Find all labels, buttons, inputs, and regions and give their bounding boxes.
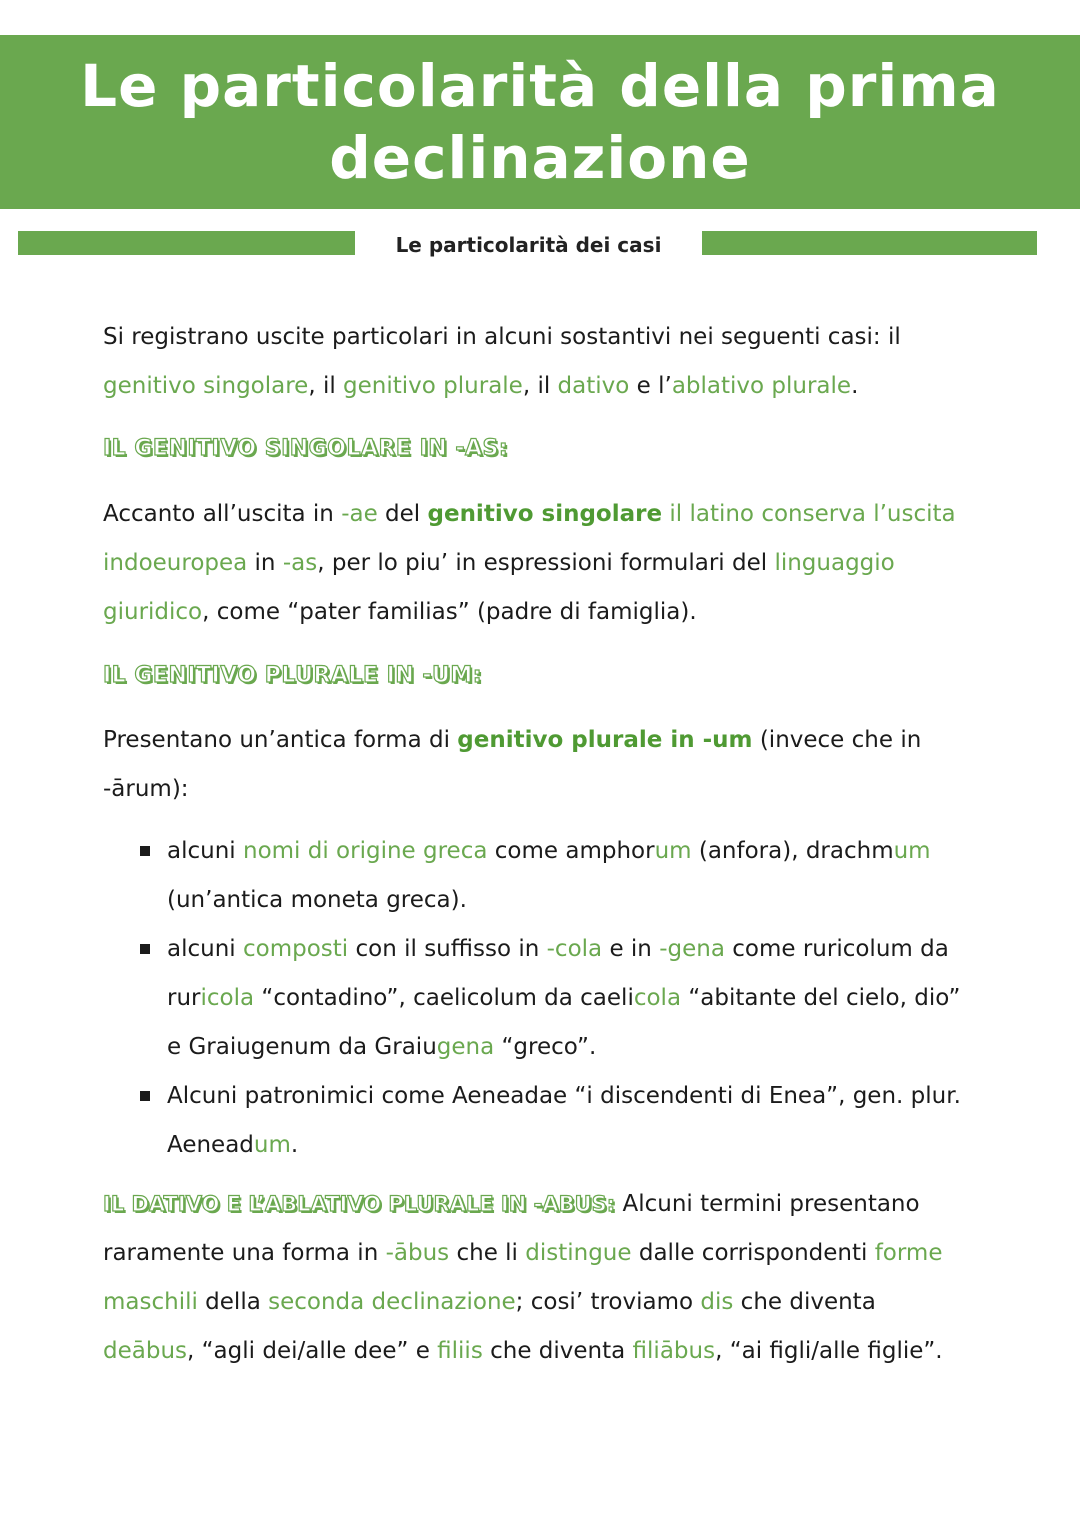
highlight: dativo xyxy=(557,373,630,399)
section-heading: IL DATIVO E L’ABLATIVO PLURALE IN -ABUS: xyxy=(103,1192,616,1216)
gen-plur-list xyxy=(103,827,973,1170)
highlight: forme maschili xyxy=(103,1240,943,1315)
highlight: -ae xyxy=(341,501,378,527)
text: alcuni xyxy=(167,838,243,864)
page-title-line1: Le particolarità della prima xyxy=(80,52,1000,120)
bullet-icon xyxy=(140,846,150,856)
highlight: seconda declinazione xyxy=(268,1289,516,1315)
section-gen-sing-paragraph xyxy=(103,490,973,637)
highlight: -cola xyxy=(546,936,603,962)
text: Alcuni patronimici come Aeneadae “i discendenti di Enea”, gen. plur. Aenead xyxy=(167,1083,961,1158)
highlight: nomi di origine greca xyxy=(243,838,488,864)
text: . xyxy=(851,373,859,399)
text: , il xyxy=(522,373,558,399)
highlight: icola xyxy=(200,985,255,1011)
highlight: ablativo plurale xyxy=(671,373,852,399)
text: “abitante del cielo, dio” e Graiugenum da Graiu xyxy=(167,985,961,1060)
text: alcuni xyxy=(167,936,243,962)
highlight: um xyxy=(253,1132,291,1158)
list-item xyxy=(103,925,973,1072)
text: (un’antica moneta greca). xyxy=(167,887,467,913)
text: . xyxy=(290,1132,299,1158)
text: Presentano un’antica forma di xyxy=(103,727,458,753)
text: “greco”. xyxy=(494,1034,597,1060)
text: ; cosi’ troviamo xyxy=(515,1289,701,1315)
text: con il suffisso in xyxy=(348,936,547,962)
highlight: gena xyxy=(436,1034,495,1060)
highlight: il latino conserva l’uscita indoeuropea xyxy=(103,501,956,576)
highlight: um xyxy=(893,838,931,864)
text: del xyxy=(377,501,428,527)
highlight: filiis xyxy=(437,1338,483,1364)
text: che li xyxy=(449,1240,526,1266)
highlight: linguaggio giuridico xyxy=(103,550,895,625)
highlight: -as xyxy=(282,550,318,576)
highlight: genitivo plurale xyxy=(343,373,523,399)
intro-paragraph xyxy=(103,313,973,411)
section-gen-sing-heading xyxy=(103,424,973,473)
text: , “ai figli/alle figlie”. xyxy=(715,1338,943,1364)
text: (anfora), drachm xyxy=(691,838,894,864)
highlight: distingue xyxy=(525,1240,632,1266)
bullet-icon xyxy=(140,1091,150,1101)
text: (invece che in -ārum): xyxy=(103,727,922,802)
highlight: um xyxy=(654,838,692,864)
text: , per lo piu’ in espressioni formulari del xyxy=(317,550,775,576)
section-dat-abl-paragraph xyxy=(103,1180,973,1376)
text: che diventa xyxy=(482,1338,633,1364)
highlight: genitivo singolare xyxy=(103,373,309,399)
title-banner xyxy=(0,35,1080,209)
text: Accanto all’uscita in xyxy=(103,501,342,527)
page-subtitle: Le particolarità dei casi xyxy=(395,233,662,257)
list-item xyxy=(103,827,973,925)
highlight: filiābus xyxy=(632,1338,716,1364)
section-heading: IL GENITIVO PLURALE IN -UM: xyxy=(103,663,483,688)
highlight: composti xyxy=(243,936,349,962)
text: Alcuni termini presentano raramente una forma in xyxy=(103,1191,920,1266)
text: , il xyxy=(308,373,344,399)
highlight: -gena xyxy=(659,936,725,962)
section-heading: IL GENITIVO SINGOLARE IN -AS: xyxy=(103,436,509,461)
bold-highlight: genitivo singolare xyxy=(427,501,663,527)
text: della xyxy=(197,1289,269,1315)
section-gen-plur-paragraph xyxy=(103,716,973,814)
list-item xyxy=(103,1072,973,1170)
divider-right xyxy=(702,231,1037,255)
text: come amphor xyxy=(487,838,655,864)
highlight: deābus xyxy=(103,1338,188,1364)
highlight: -ābus xyxy=(385,1240,450,1266)
bold-highlight: genitivo plurale in -um xyxy=(457,727,753,753)
divider-left xyxy=(18,231,355,255)
text: “contadino”, caelicolum da caeli xyxy=(254,985,634,1011)
highlight: dis xyxy=(700,1289,734,1315)
text: dalle corrispondenti xyxy=(631,1240,875,1266)
text: e in xyxy=(602,936,660,962)
bullet-icon xyxy=(140,944,150,954)
page-title-line2: declinazione xyxy=(329,124,751,192)
text: e l’ xyxy=(629,373,672,399)
text: in xyxy=(247,550,283,576)
section-gen-plur-heading xyxy=(103,651,973,700)
text: Si registrano uscite particolari in alcuni sostantivi nei seguenti casi: il xyxy=(103,324,901,350)
highlight: cola xyxy=(633,985,682,1011)
text: , come “pater familias” (padre di famiglia). xyxy=(202,599,697,625)
text: , “agli dei/alle dee” e xyxy=(187,1338,438,1364)
text: come ruricolum da rur xyxy=(167,936,949,1011)
text: che diventa xyxy=(733,1289,876,1315)
